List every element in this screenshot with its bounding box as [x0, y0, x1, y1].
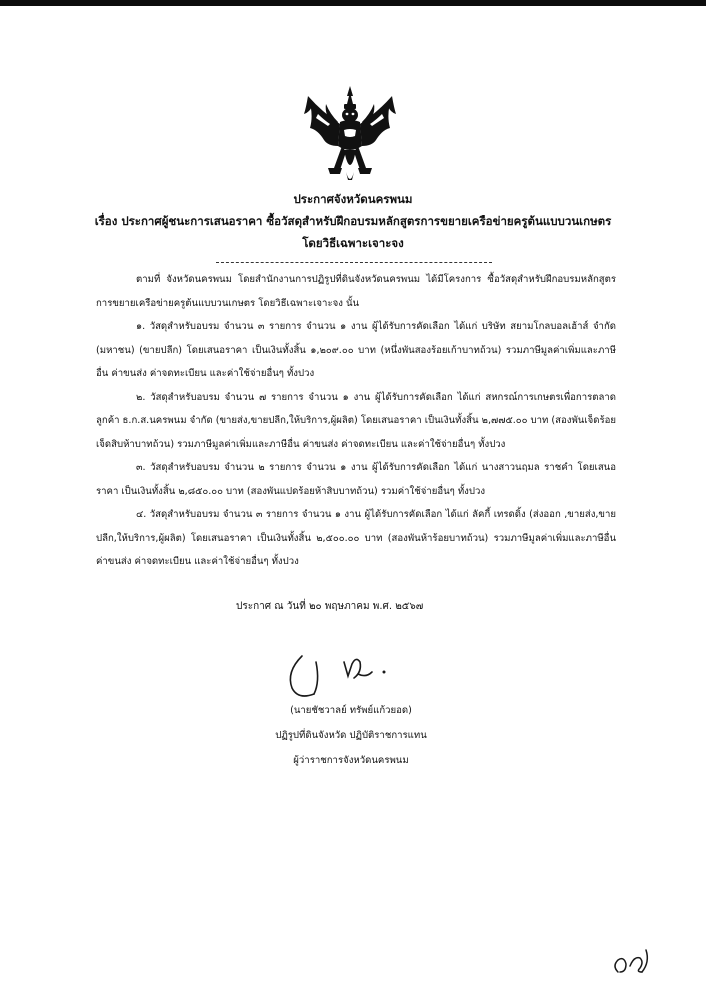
award-item-2: ๒. วัสดุสำหรับอบรม จำนวน ๗ รายการ จำนวน ๑ งาน ผู้ได้รับการคัดเลือก ได้แก่ สหกรณ์การเกษตรเพื่อการตลาดลูกค้า ธ.ก.ส.นครพนม จำกัด (ขายส่ง,ขายปลีก,ให้บริการ,ผู้ผลิต) โดยเสนอราคา เป็นเงินทั้งสิ้น ๒,๗๗๕.๐๐ บาท (สองพันเจ็ดร้อยเจ็ดสิบห้าบาทถ้วน) รวมภาษีมูลค่าเพิ่มและภาษีอื่น ค่าขนส่ง ค่าจดทะเบียน และค่าใช้จ่ายอื่นๆ ทั้งปวง [96, 391, 616, 450]
document-org-title: ประกาศจังหวัดนครพนม [293, 192, 413, 206]
garuda-emblem-icon [304, 84, 396, 188]
signer-block [236, 698, 466, 773]
award-item-1: ๑. วัสดุสำหรับอบรม จำนวน ๓ รายการ จำนวน ๑ งาน ผู้ได้รับการคัดเลือก ได้แก่ บริษัท สยามโกลบอลเฮ้าส์ จำกัด (มหาชน) (ขายปลีก) โดยเสนอราคา เป็นเงินทั้งสิ้น ๑,๒๐๙.๐๐ บาท (หนึ่งพันสองร้อยเก้าบาทถ้วน) รวมภาษีมูลค่าเพิ่มและภาษีอื่น ค่าขนส่ง ค่าจดทะเบียน และค่าใช้จ่ายอื่นๆ ทั้งปวง [96, 321, 616, 379]
announce-date: ประกาศ ณ วันที่ ๒๐ พฤษภาคม พ.ศ. ๒๕๖๗ [236, 601, 424, 612]
document-body [96, 268, 616, 574]
document-method: โดยวิธีเฉพาะเจาะจง [302, 236, 404, 250]
signer-position: ปฏิรูปที่ดินจังหวัด ปฏิบัติราชการแทน [275, 730, 427, 741]
document-titles [60, 188, 646, 254]
award-item-3: ๓. วัสดุสำหรับอบรม จำนวน ๒ รายการ จำนวน ๑ งาน ผู้ได้รับการคัดเลือก ได้แก่ นางสาวนฤมล ราชคำ โดยเสนอราคา เป็นเงินทั้งสิ้น ๒,๘๕๐.๐๐ บาท (สองพันแปดร้อยห้าสิบบาทถ้วน) รวมค่าใช้จ่ายอื่นๆ ทั้งปวง [96, 462, 616, 497]
signer-on-behalf: ผู้ว่าราชการจังหวัดนครพนม [293, 755, 409, 766]
title-divider [216, 262, 492, 263]
intro-paragraph: ตามที่ จังหวัดนครพนม โดยสำนักงานการปฏิรูปที่ดินจังหวัดนครพนม ได้มีโครงการ ซื้อวัสดุสำหรับฝึกอบรมหลักสูตรการขยายเครือข่ายครูต้นแบบวนเกษตร โดยวิธีเฉพาะเจาะจง นั้น [96, 274, 616, 309]
handwritten-page-mark [608, 938, 658, 982]
award-item-4: ๔. วัสดุสำหรับอบรม จำนวน ๓ รายการ จำนวน ๑ งาน ผู้ได้รับการคัดเลือก ได้แก่ ลัคกี้ เทรดดิ้ง (ส่งออก ,ขายส่ง,ขายปลีก,ให้บริการ,ผู้ผลิต) โดยเสนอราคา เป็นเงินทั้งสิ้น ๒,๕๐๐.๐๐ บาท (สองพันห้าร้อยบาทถ้วน) รวมภาษีมูลค่าเพิ่มและภาษีอื่น ค่าขนส่ง ค่าจดทะเบียน และค่าใช้จ่ายอื่นๆ ทั้งปวง [96, 509, 616, 567]
document-subject: เรื่อง ประกาศผู้ชนะการเสนอราคา ซื้อวัสดุสำหรับฝึกอบรมหลักสูตรการขยายเครือข่ายครูต้นแบบวนเกษตร [94, 214, 612, 228]
signer-name: (นายชัชวาลย์ ทรัพย์แก้วยอด) [290, 705, 412, 716]
handwritten-signature [280, 642, 420, 702]
